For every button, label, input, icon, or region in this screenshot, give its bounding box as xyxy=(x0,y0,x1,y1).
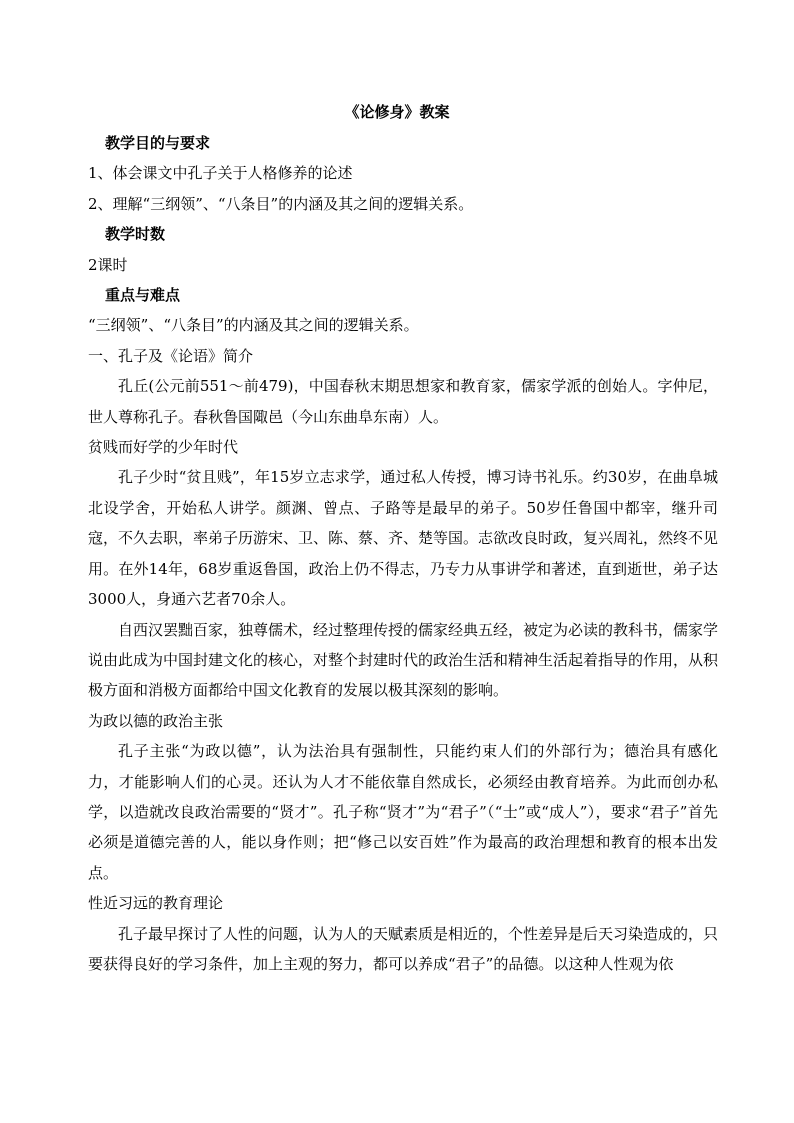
document-title: 《论修身》教案 xyxy=(344,103,450,121)
paragraph: 自西汉罢黜百家，独尊儒术，经过整理传授的儒家经典五经，被定为必读的教科书，儒家学说由此成为中国封建文化的核心，对整个封建时代的政治生活和精神生活起着指导的作用，从积极方面和消极方面都给中国文化教育的发展以极其深刻的影响。 xyxy=(88,620,719,700)
paragraph: 孔子主张“为政以德”，认为法治具有强制性，只能约束人们的外部行为；德治具有感化力，才能影响人们的心灵。还认为人才不能依靠自然成长，必须经由教育培养。为此而创办私学，以造就改良政治需要的“贤才”。孔子称“贤才”为“君子”（“士”或“成人”），要求“君子”首先必须是道德完善的人，能以身作则；把“修己以安百姓”作为最高的政治理想和教育的根本出发点。 xyxy=(88,742,718,882)
paragraph: 2、理解“三纲领”、“八条目”的内涵及其之间的逻辑关系。 xyxy=(88,194,474,213)
paragraph: 贫贱而好学的少年时代 xyxy=(88,438,239,457)
paragraph: 孔丘(公元前551～前479)，中国春秋末期思想家和教育家，儒家学派的创始人。字仲尼，世人尊称孔子。春秋鲁国陬邑（今山东曲阜东南）人。 xyxy=(88,377,718,426)
paragraph: 孔子少时“贫且贱”，年15岁立志求学，通过私人传授，博习诗书礼乐。约30岁，在曲阜城北设学舍，开始私人讲学。颜渊、曾点、子路等是最早的弟子。50岁任鲁国中都宰，继升司寇，不久去职，率弟子历游宋、卫、陈、蔡、齐、楚等国。志欲改良时政，复兴周礼，然终不见用。在外14年，68岁重返鲁国，政治上仍不得志，乃专力从事讲学和著述，直到逝世，弟子达3000人，身通六艺者70余人。 xyxy=(88,468,719,609)
paragraph: 为政以德的政治主张 xyxy=(88,711,224,730)
section-heading: 重点与难点 xyxy=(105,286,181,305)
document-body xyxy=(88,128,718,979)
paragraph: 孔子最早探讨了人性的问题，认为人的天赋素质是相近的，个性差异是后天习染造成的，只要获得良好的学习条件，加上主观的努力，都可以养成“君子”的品德。以这种人性观为依 xyxy=(88,924,719,973)
paragraph: “三纲领”、“八条目”的内涵及其之间的逻辑关系。 xyxy=(88,316,419,335)
paragraph: 性近习远的教育理论 xyxy=(88,894,224,913)
paragraph: 2课时 xyxy=(88,255,128,274)
section-heading: 教学时数 xyxy=(105,225,166,244)
paragraph: 1、体会课文中孔子关于人格修养的论述 xyxy=(88,164,353,183)
paragraph: 一、孔子及《论语》简介 xyxy=(88,346,254,365)
section-heading: 教学目的与要求 xyxy=(105,134,211,152)
